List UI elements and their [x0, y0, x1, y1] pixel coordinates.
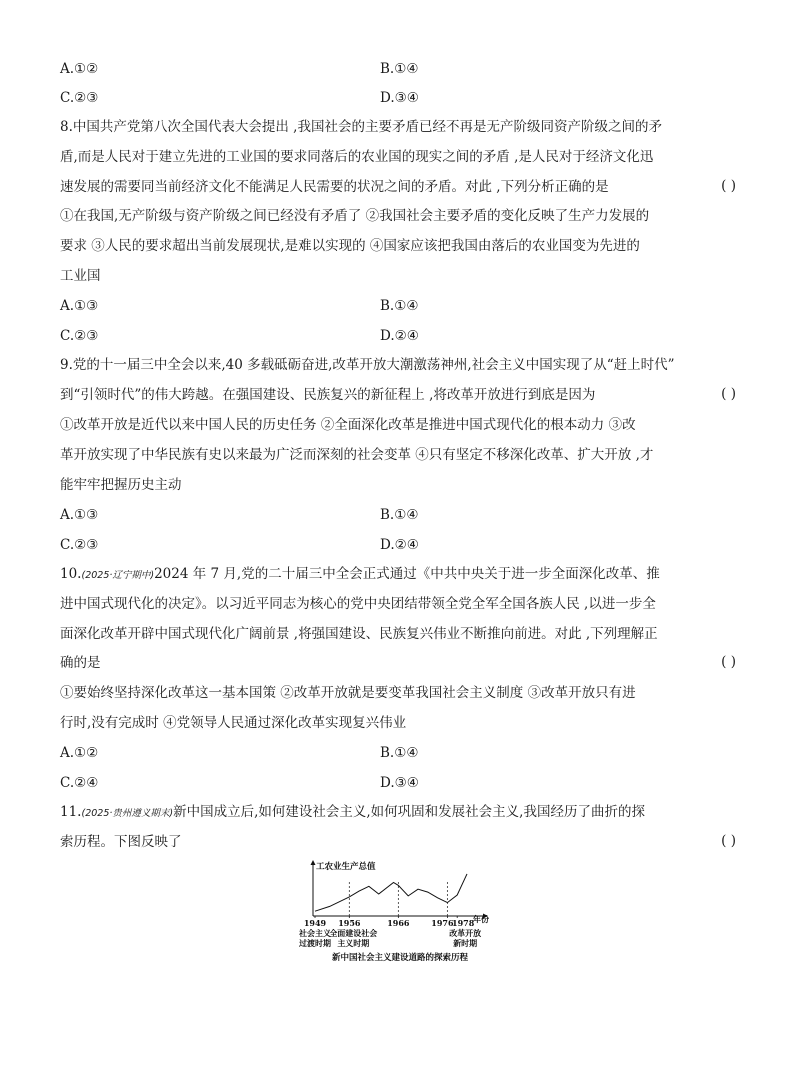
x-tick-label-1978: 1978 — [452, 918, 475, 928]
exploration-history-chart — [295, 858, 505, 968]
series-line — [315, 874, 467, 911]
q7-option-b[interactable]: B.①④ — [380, 61, 419, 77]
q8-answer-paren[interactable]: ( ) — [721, 178, 736, 194]
q11-answer-paren[interactable]: ( ) — [721, 833, 736, 849]
q8-stem-line: 盾,而是人民对于建立先进的工业国的要求同落后的农业国的现实之间的矛盾 ,是人民对于经济文化迅 — [60, 149, 654, 165]
q11-stem-line: 索历程。下图反映了 — [60, 834, 182, 850]
x-tick-label-1956: 1956 — [338, 918, 361, 928]
q9-option-a[interactable]: A.①③ — [60, 507, 99, 523]
q11-number: 11. — [60, 804, 82, 820]
q11-source: (2025·贵州遵义期末) — [81, 808, 174, 819]
q11-stem-first-line — [60, 803, 736, 823]
q8-statement-line: 工业国 — [60, 268, 101, 284]
x-tick-label-1966: 1966 — [387, 918, 410, 928]
q9-option-d[interactable]: D.②④ — [380, 537, 419, 553]
chart-svg — [295, 858, 505, 968]
q9-stem-line: 到“引领时代”的伟大跨越。在强国建设、民族复兴的新征程上 ,将改革开放进行到底是因为 — [60, 387, 596, 403]
q10-stem-first-line — [60, 565, 736, 585]
q7-option-c[interactable]: C.②③ — [60, 90, 99, 106]
q8-option-b[interactable]: B.①④ — [380, 298, 419, 314]
q9-statement-line: ①改革开放是近代以来中国人民的历史任务 ②全面深化改革是推进中国式现代化的根本动力 ③改 — [60, 417, 636, 433]
q9-option-b[interactable]: B.①④ — [380, 507, 419, 523]
q9-answer-paren[interactable]: ( ) — [721, 386, 736, 402]
q10-stem-line: 进中国式现代化的决定》。以习近平同志为核心的党中央团结带领全党全军全国各族人民 ,以进一步全 — [60, 596, 656, 612]
q8-option-d[interactable]: D.②④ — [380, 328, 419, 344]
q10-stem-line: 确的是 — [60, 655, 101, 671]
period-label-1956-0: 全面建设社会 — [329, 928, 378, 938]
q8-option-c[interactable]: C.②③ — [60, 328, 99, 344]
period-label-1956-1: 主义时期 — [337, 938, 370, 948]
q7-option-d[interactable]: D.③④ — [380, 90, 419, 106]
q10-stem-line: 面深化改革开辟中国式现代化广阔前景 ,将强国建设、民族复兴伟业不断推向前进。对此 ,下列理解正 — [60, 626, 658, 642]
q7-option-a[interactable]: A.①② — [60, 61, 99, 77]
q8-statement-line: ①在我国,无产阶级与资产阶级之间已经没有矛盾了 ②我国社会主要矛盾的变化反映了生产力发展的 — [60, 208, 650, 224]
chart-caption: 新中国社会主义建设道路的探索历程 — [331, 953, 469, 963]
q10-answer-paren[interactable]: ( ) — [721, 654, 736, 670]
q9-option-c[interactable]: C.②③ — [60, 537, 99, 553]
q10-statement-line: ①要始终坚持深化改革这一基本国策 ②改革开放就是要变革我国社会主义制度 ③改革开放只有进 — [60, 685, 636, 701]
q8-stem-line: 速发展的需要同当前经济文化不能满足人民需要的状况之间的矛盾。对此 ,下列分析正确的是 — [60, 179, 609, 195]
x-tick-label-1949: 1949 — [303, 918, 327, 928]
x-tick-label-1976: 1976 — [431, 918, 454, 928]
q10-stem-text: 2024 年 7 月,党的二十届三中全会正式通过《中共中央关于进一步全面深化改革、推 — [154, 566, 660, 582]
q10-option-a[interactable]: A.①② — [60, 745, 99, 761]
period-label-1978-1: 新时期 — [453, 938, 478, 948]
q8-statement-line: 要求 ③人民的要求超出当前发展现状,是难以实现的 ④国家应该把我国由落后的农业国变为先进的 — [60, 238, 640, 254]
x-axis-label: 年份 — [473, 914, 489, 924]
q10-option-c[interactable]: C.②④ — [60, 775, 99, 791]
q10-option-b[interactable]: B.①④ — [380, 745, 419, 761]
period-label-1949-0: 社会主义 — [299, 928, 331, 938]
q8-option-a[interactable]: A.①③ — [60, 298, 99, 314]
q11-stem-text: 新中国成立后,如何建设社会主义,如何巩固和发展社会主义,我国经历了曲折的探 — [173, 804, 645, 820]
period-label-1949-1: 过渡时期 — [299, 938, 331, 948]
q10-number: 10. — [60, 566, 82, 582]
y-axis-arrow-icon — [311, 860, 316, 865]
q9-stem-line: 9.党的十一届三中全会以来,40 多载砥砺奋进,改革开放大潮激荡神州,社会主义中国实现了从“赶上时代” — [60, 357, 675, 373]
q8-stem-line: 8.中国共产党第八次全国代表大会提出 ,我国社会的主要矛盾已经不再是无产阶级同资产阶级之间的矛 — [60, 119, 662, 135]
period-label-1978-0: 改革开放 — [449, 928, 482, 938]
q10-statement-line: 行时,没有完成时 ④党领导人民通过深化改革实现复兴伟业 — [60, 715, 407, 731]
y-axis-label: 工农业生产总值 — [316, 862, 376, 872]
q10-source: (2025·辽宁期中) — [81, 570, 155, 581]
q9-statement-line: 革开放实现了中华民族有史以来最为广泛而深刻的社会变革 ④只有坚定不移深化改革、扩大开放 ,才 — [60, 447, 654, 463]
q9-statement-line: 能牢牢把握历史主动 — [60, 477, 182, 493]
q10-option-d[interactable]: D.③④ — [380, 775, 419, 791]
